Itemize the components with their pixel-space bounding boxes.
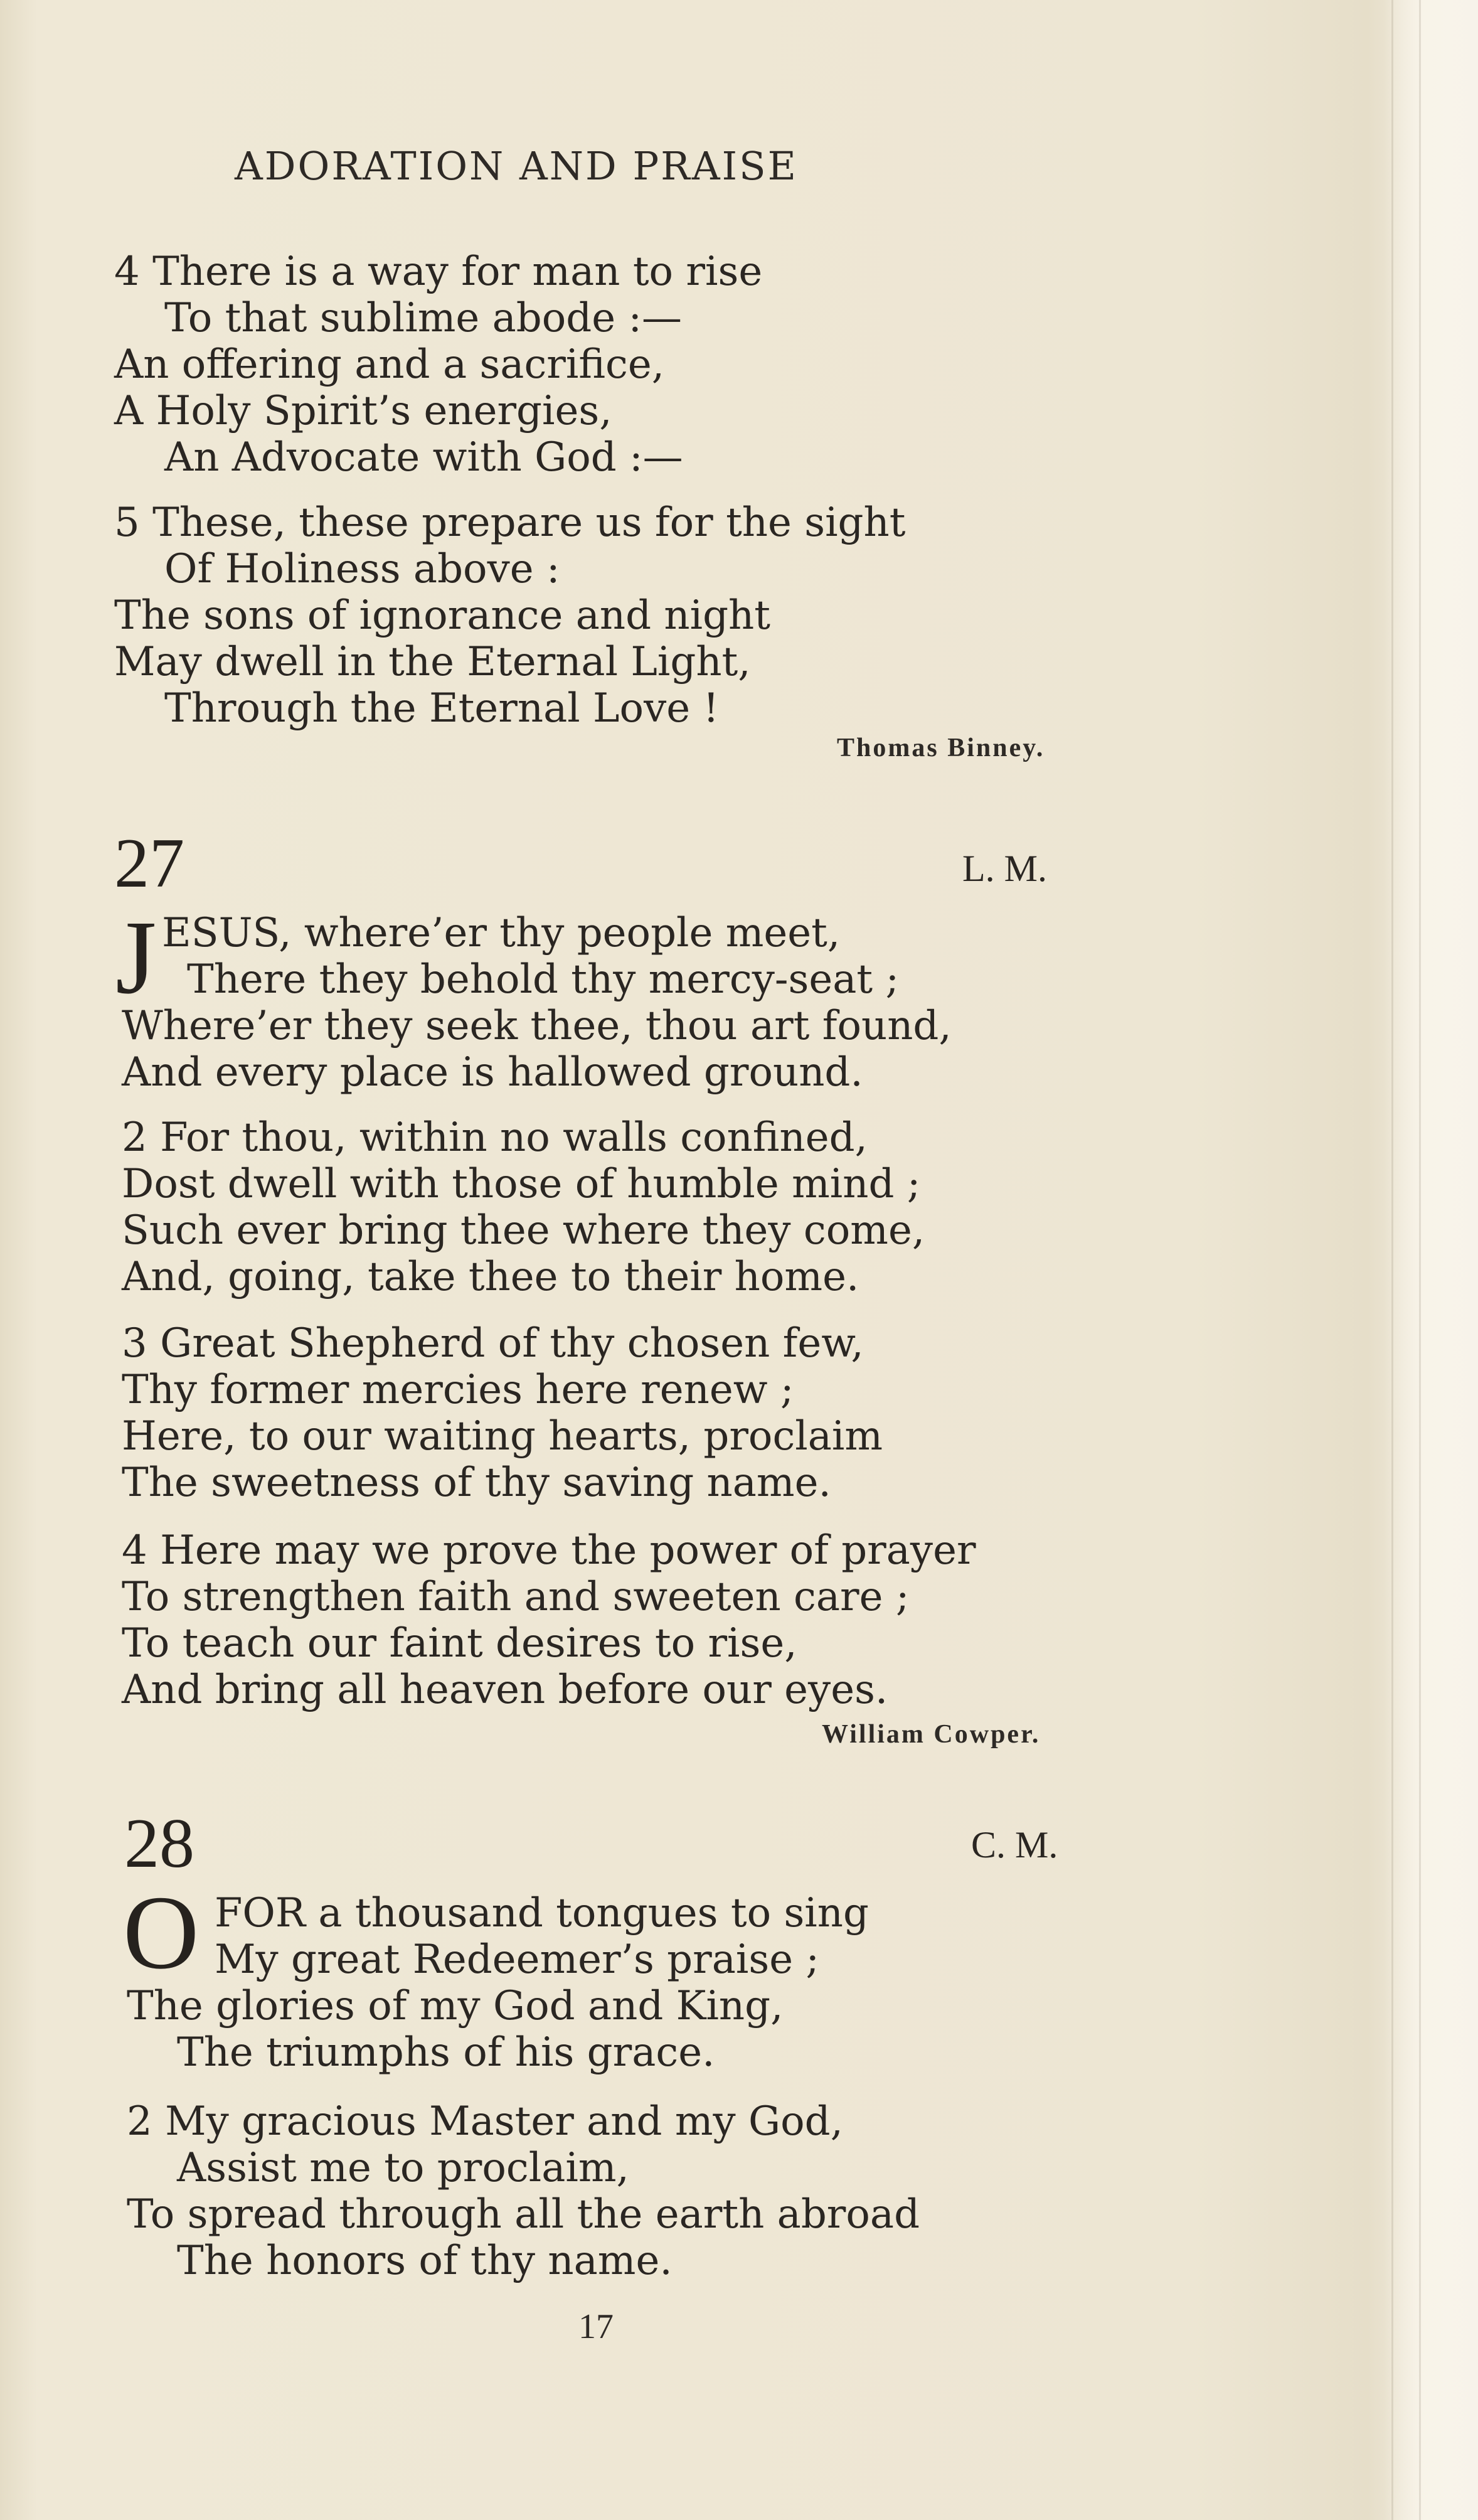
- verse-line: Of Holiness above :: [164, 546, 560, 592]
- page-edge-line: [1419, 0, 1421, 2520]
- verse-line: And every place is hallowed ground.: [122, 1049, 863, 1096]
- verse-line: An offering and a sacrifice,: [114, 341, 665, 388]
- verse-line: To strengthen faith and sweeten care ;: [122, 1574, 910, 1620]
- hymn-meter: L. M.: [962, 848, 1047, 889]
- verse-line: FOR a thousand tongues to sing: [215, 1890, 869, 1936]
- verse-line: The glories of my God and King,: [127, 1983, 784, 2029]
- verse-line: May dwell in the Eternal Light,: [114, 639, 751, 685]
- verse-line: 2 For thou, within no walls confined,: [122, 1114, 868, 1161]
- verse-line: Here, to our waiting hearts, proclaim: [122, 1413, 883, 1460]
- hymn-author: William Cowper.: [822, 1720, 1041, 1749]
- verse-line: Dost dwell with those of humble mind ;: [122, 1161, 921, 1207]
- verse-line: The honors of thy name.: [177, 2238, 673, 2284]
- verse-line: And, going, take thee to their home.: [122, 1254, 859, 1300]
- verse-line: Where’er they seek thee, thou art found,: [122, 1003, 952, 1049]
- verse-line: 4 Here may we prove the power of prayer: [122, 1527, 976, 1574]
- hymn-number: 27: [114, 825, 184, 902]
- verse-line: ESUS, where’er thy people meet,: [162, 910, 841, 956]
- running-header: ADORATION AND PRAISE: [235, 143, 798, 189]
- verse-line: 4 There is a way for man to rise: [114, 248, 763, 295]
- verse-line: 3 Great Shepherd of thy chosen few,: [122, 1320, 864, 1367]
- hymn-number: 28: [124, 1805, 194, 1882]
- verse-line: Assist me to proclaim,: [177, 2145, 629, 2191]
- verse-line: The triumphs of his grace.: [177, 2029, 715, 2076]
- verse-line: 2 My gracious Master and my God,: [127, 2098, 843, 2145]
- drop-cap: O: [123, 1874, 199, 1991]
- verse-line: A Holy Spirit’s energies,: [114, 388, 612, 434]
- verse-line: Such ever bring thee where they come,: [122, 1207, 925, 1254]
- verse-line: My great Redeemer’s praise ;: [215, 1936, 819, 1983]
- verse-line: The sweetness of thy saving name.: [122, 1460, 831, 1506]
- drop-cap: J: [115, 899, 157, 1016]
- verse-line: To spread through all the earth abroad: [127, 2191, 920, 2238]
- verse-line: An Advocate with God :—: [164, 434, 683, 481]
- verse-line: And bring all heaven before our eyes.: [122, 1667, 888, 1713]
- verse-line: There they behold thy mercy-seat ;: [187, 956, 899, 1003]
- verse-line: 5 These, these prepare us for the sight: [114, 499, 906, 546]
- verse-line: To that sublime abode :—: [164, 295, 683, 341]
- hymn-meter: C. M.: [971, 1824, 1058, 1866]
- verse-line: To teach our faint desires to rise,: [122, 1620, 797, 1667]
- hymn-author: Thomas Binney.: [837, 734, 1045, 762]
- page-edge-line: [1391, 0, 1393, 2520]
- page-number: 17: [578, 2307, 614, 2346]
- verse-line: The sons of ignorance and night: [114, 592, 770, 639]
- verse-line: Through the Eternal Love !: [164, 685, 720, 732]
- verse-line: Thy former mercies here renew ;: [122, 1367, 794, 1413]
- page-edge-shading: [1384, 0, 1478, 2520]
